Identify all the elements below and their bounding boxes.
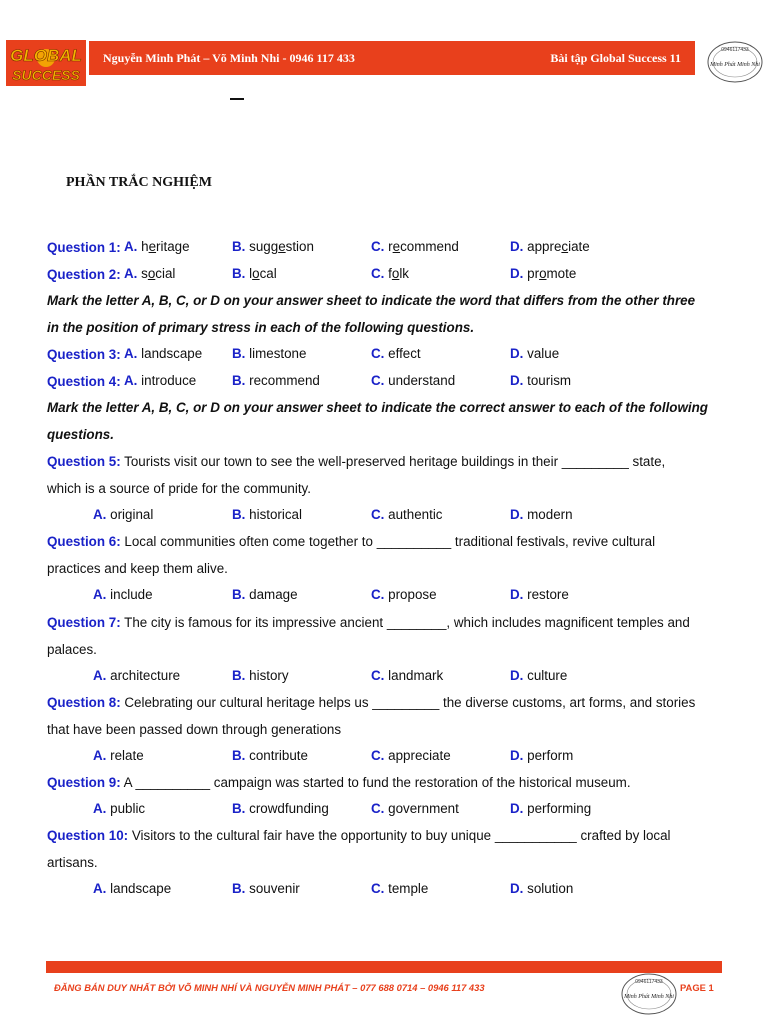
q6-option-a[interactable]: A. include	[93, 587, 153, 602]
q2-option-b[interactable]: B. local	[232, 266, 277, 281]
q9-option-c[interactable]: C. government	[371, 801, 459, 816]
q3-option-b[interactable]: B. limestone	[232, 346, 307, 361]
q6-option-c[interactable]: C. propose	[371, 587, 437, 602]
q9-option-a[interactable]: A. public	[93, 801, 146, 816]
q1-option-c[interactable]: C. recommend	[371, 239, 459, 254]
instruction-answer-line-2: questions.	[47, 427, 114, 442]
q5-option-d[interactable]: D. modern	[510, 507, 573, 522]
q3-option-a[interactable]: A. landscape	[124, 346, 203, 361]
q6-option-b[interactable]: B. damage	[232, 587, 298, 602]
question-10: Question 10: Visitors to the cultural fair have the opportunity to buy unique ___________ crafted by local	[47, 828, 671, 843]
q2-option-a[interactable]: A. social	[124, 266, 176, 281]
question-10-line-2: artisans.	[47, 855, 98, 870]
q1-option-b[interactable]: B. suggestion	[232, 239, 314, 254]
question-5-line-2: which is a source of pride for the community.	[47, 481, 311, 496]
question-7-line-2: palaces.	[47, 642, 97, 657]
q10-option-d[interactable]: D. solution	[510, 881, 574, 896]
header-book-title: Bài tập Global Success 11	[550, 51, 681, 65]
question-5: Question 5: Tourists visit our town to see the well-preserved heritage buildings in their _________ state,	[47, 454, 666, 469]
question-8-line-2: that have been passed down through generations	[47, 722, 342, 737]
instruction-stress-line-2: in the position of primary stress in each of the following questions.	[47, 320, 475, 335]
svg-text:Minh Phát Minh Nhi: Minh Phát Minh Nhi	[624, 994, 674, 1000]
question-3: Question 3:	[47, 347, 121, 362]
svg-text:Minh Phát Minh Nhi: Minh Phát Minh Nhi	[710, 62, 760, 68]
q8-option-a[interactable]: A. relate	[93, 748, 144, 763]
q9-option-b[interactable]: B. crowdfunding	[232, 801, 329, 816]
q8-option-c[interactable]: C. appreciate	[371, 748, 451, 763]
question-8: Question 8: Celebrating our cultural heritage helps us _________ the diverse customs, art forms, and stories	[47, 695, 696, 710]
q4-option-b[interactable]: B. recommend	[232, 373, 320, 388]
q10-option-c[interactable]: C. temple	[371, 881, 429, 896]
header-authors: Nguyễn Minh Phát – Võ Minh Nhi - 0946 117 433	[103, 51, 355, 65]
question-1: Question 1:	[47, 240, 121, 255]
q9-option-d[interactable]: D. performing	[510, 801, 592, 816]
svg-text:SUCCESS: SUCCESS	[12, 67, 80, 83]
decorative-dash	[230, 98, 244, 100]
svg-text:0946117433: 0946117433	[635, 979, 663, 985]
question-6: Question 6: Local communities often come together to __________ traditional festivals, revive cultural	[47, 534, 656, 549]
question-9: Question 9: A __________ campaign was started to fund the restoration of the historical museum.	[47, 775, 631, 790]
q4-option-a[interactable]: A. introduce	[124, 373, 197, 388]
q5-option-c[interactable]: C. authentic	[371, 507, 443, 522]
q5-option-a[interactable]: A. original	[93, 507, 154, 522]
global-success-logo	[6, 40, 86, 86]
q5-option-b[interactable]: B. historical	[232, 507, 302, 522]
q2-option-c[interactable]: C. folk	[371, 266, 409, 281]
q7-option-c[interactable]: C. landmark	[371, 668, 444, 683]
q8-option-b[interactable]: B. contribute	[232, 748, 308, 763]
q6-option-d[interactable]: D. restore	[510, 587, 569, 602]
q3-option-c[interactable]: C. effect	[371, 346, 421, 361]
section-title: PHẦN TRẮC NGHIỆM	[66, 175, 212, 190]
q7-option-b[interactable]: B. history	[232, 668, 289, 683]
q2-option-d[interactable]: D. promote	[510, 266, 577, 281]
q3-option-d[interactable]: D. value	[510, 346, 560, 361]
footer-stamp-icon	[620, 972, 678, 1016]
q1-option-d[interactable]: D. appreciate	[510, 239, 590, 254]
q4-option-d[interactable]: D. tourism	[510, 373, 572, 388]
q4-option-c[interactable]: C. understand	[371, 373, 456, 388]
q10-option-a[interactable]: A. landscape	[93, 881, 172, 896]
question-7: Question 7: The city is famous for its impressive ancient ________, which includes magnificent temples and	[47, 615, 690, 630]
q10-option-b[interactable]: B. souvenir	[232, 881, 300, 896]
q7-option-a[interactable]: A. architecture	[93, 668, 181, 683]
instruction-answer-line-1: Mark the letter A, B, C, or D on your answer sheet to indicate the correct answer to each of the following	[47, 400, 708, 415]
question-2: Question 2:	[47, 267, 121, 282]
question-6-line-2: practices and keep them alive.	[47, 561, 228, 576]
footer-copyright: ĐĂNG BÁN DUY NHẤT BỞI VÕ MINH NHÍ VÀ NGUYỄN MINH PHÁT – 077 688 0714 – 0946 117 433	[54, 982, 485, 993]
svg-text:0946117433: 0946117433	[721, 47, 749, 53]
instruction-stress-line-1: Mark the letter A, B, C, or D on your answer sheet to indicate the word that differs from the other three	[47, 293, 696, 308]
question-4: Question 4:	[47, 374, 121, 389]
header-bar	[89, 41, 695, 75]
q1-option-a[interactable]: A. heritage	[124, 239, 190, 254]
author-stamp-icon	[706, 40, 764, 84]
svg-text:GLOBAL: GLOBAL	[10, 46, 82, 65]
q8-option-d[interactable]: D. perform	[510, 748, 574, 763]
q7-option-d[interactable]: D. culture	[510, 668, 568, 683]
page-number: PAGE 1	[680, 982, 714, 993]
